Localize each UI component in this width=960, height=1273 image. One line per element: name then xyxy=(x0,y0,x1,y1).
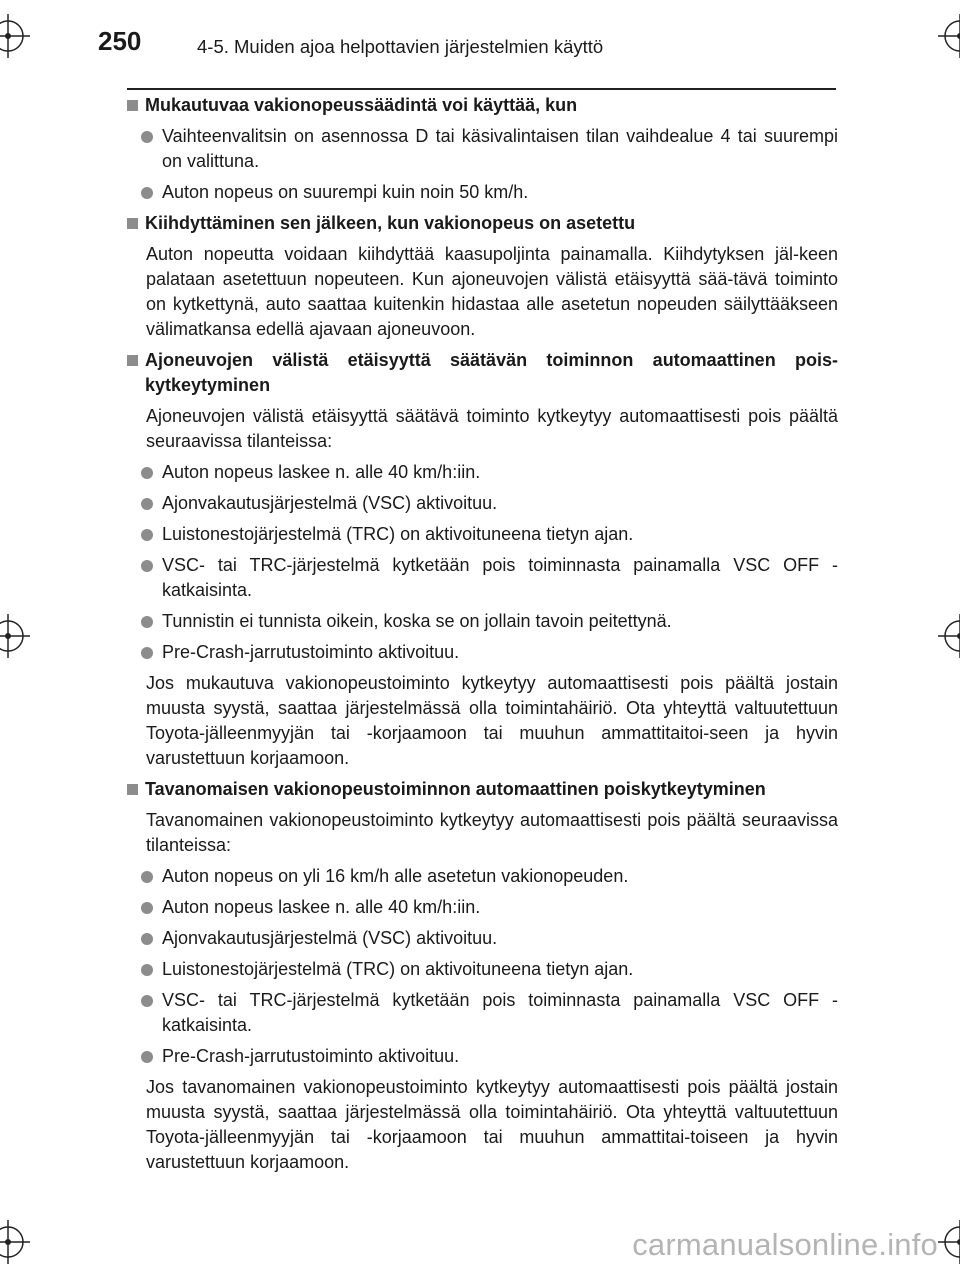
round-bullet-icon xyxy=(141,560,153,572)
paragraph: Jos tavanomainen vakionopeustoiminto kytkeytyy automaattisesti pois päältä jostain muusta syystä, saattaa järjestelmässä olla toimintahäiriö. Ota yhteyttä valtuutettuun Toyota-jälleenmyyjän tai -korjaamoon tai muuhun ammattitai-toiseen ja hyvin varustettuun korjaamoon. xyxy=(146,1077,838,1172)
registration-mark-top-left xyxy=(0,14,30,58)
list-item-text: Ajonvakautusjärjestelmä (VSC) aktivoituu. xyxy=(162,493,498,513)
square-bullet-icon xyxy=(127,355,138,366)
list-item xyxy=(126,957,838,982)
list-item-text: Auton nopeus on suurempi kuin noin 50 km/h. xyxy=(162,182,529,202)
list-item-text: Auton nopeus laskee n. alle 40 km/h:iin. xyxy=(162,897,481,917)
round-bullet-icon xyxy=(141,187,153,199)
round-bullet-icon xyxy=(141,964,153,976)
list-item-text: Luistonestojärjestelmä (TRC) on aktivoituneena tietyn ajan. xyxy=(162,524,634,544)
list-item-text: Auton nopeus on yli 16 km/h alle asetetun vakionopeuden. xyxy=(162,866,629,886)
list-item xyxy=(126,609,838,634)
section-heading xyxy=(126,348,838,398)
list-item xyxy=(126,460,838,485)
page-content xyxy=(126,93,838,1181)
list-item xyxy=(126,895,838,920)
list-item-text: VSC- tai TRC-järjestelmä kytketään pois toiminnasta painamalla VSC OFF -katkaisinta. xyxy=(162,990,838,1035)
round-bullet-icon xyxy=(141,498,153,510)
list-item xyxy=(126,640,838,665)
round-bullet-icon xyxy=(141,131,153,143)
list-item-text: Luistonestojärjestelmä (TRC) on aktivoituneena tietyn ajan. xyxy=(162,959,634,979)
round-bullet-icon xyxy=(141,1051,153,1063)
registration-mark-bottom-right xyxy=(938,1220,960,1264)
registration-mark-mid-left xyxy=(0,614,30,658)
paragraph: Auton nopeutta voidaan kiihdyttää kaasupoljinta painamalla. Kiihdytyksen jäl-keen palataan asetettuun nopeuteen. Kun ajoneuvojen välistä etäisyyttä sää-tävä toiminto on kytkettynä, auto saattaa kuitenkin hidastaa alle asetetun nopeuden säilyttääkseen välimatkansa edellä ajavaan ajoneuvoon. xyxy=(146,244,838,339)
section-heading-text: Mukautuvaa vakionopeussäädintä voi käyttää, kun xyxy=(145,95,578,115)
paragraph: Ajoneuvojen välistä etäisyyttä säätävä toiminto kytkeytyy automaattisesti pois päältä seuraavissa tilanteissa: xyxy=(146,406,838,451)
watermark: carmanualsonline.info xyxy=(632,1227,938,1262)
section-heading-text: Kiihdyttäminen sen jälkeen, kun vakionopeus on asetettu xyxy=(145,213,636,233)
registration-mark-bottom-left xyxy=(0,1220,30,1264)
list-item-text: Pre-Crash-jarrutustoiminto aktivoituu. xyxy=(162,1046,460,1066)
list-item xyxy=(126,1044,838,1069)
section-heading-text: Tavanomaisen vakionopeustoiminnon automaattinen poiskytkeytyminen xyxy=(145,779,766,799)
page-header xyxy=(98,28,838,68)
list-item-text: Auton nopeus laskee n. alle 40 km/h:iin. xyxy=(162,462,481,482)
list-item xyxy=(126,491,838,516)
list-item-text: Ajonvakautusjärjestelmä (VSC) aktivoituu. xyxy=(162,928,498,948)
round-bullet-icon xyxy=(141,647,153,659)
list-item-text: Tunnistin ei tunnista oikein, koska se on jollain tavoin peitettynä. xyxy=(162,611,672,631)
round-bullet-icon xyxy=(141,995,153,1007)
registration-mark-top-right xyxy=(938,14,960,58)
square-bullet-icon xyxy=(127,218,138,229)
round-bullet-icon xyxy=(141,616,153,628)
list-item-text: Vaihteenvalitsin on asennossa D tai käsivalintaisen tilan vaihdealue 4 tai suurempi on valittuna. xyxy=(162,126,838,171)
list-item xyxy=(126,553,838,603)
list-item-text: VSC- tai TRC-järjestelmä kytketään pois toiminnasta painamalla VSC OFF -katkaisinta. xyxy=(162,555,838,600)
round-bullet-icon xyxy=(141,871,153,883)
round-bullet-icon xyxy=(141,529,153,541)
section-heading-text: Ajoneuvojen välistä etäisyyttä säätävän toiminnon automaattinen pois-kytkeytyminen xyxy=(145,350,838,395)
section-heading xyxy=(126,211,838,236)
section-heading xyxy=(126,777,838,802)
list-item xyxy=(126,124,838,174)
registration-mark-mid-right xyxy=(938,614,960,658)
section-title: 4-5. Muiden ajoa helpottavien järjestelmien käyttö xyxy=(197,36,604,57)
list-item xyxy=(126,522,838,547)
list-item xyxy=(126,864,838,889)
list-item xyxy=(126,180,838,205)
list-item-text: Pre-Crash-jarrutustoiminto aktivoituu. xyxy=(162,642,460,662)
list-item xyxy=(126,988,838,1038)
square-bullet-icon xyxy=(127,100,138,111)
page-number: 250 xyxy=(98,26,142,56)
list-item xyxy=(126,926,838,951)
round-bullet-icon xyxy=(141,902,153,914)
paragraph: Tavanomainen vakionopeustoiminto kytkeytyy automaattisesti pois päältä seuraavissa tilanteissa: xyxy=(146,810,838,855)
square-bullet-icon xyxy=(127,784,138,795)
round-bullet-icon xyxy=(141,467,153,479)
section-heading xyxy=(126,93,838,118)
header-divider xyxy=(127,88,836,90)
round-bullet-icon xyxy=(141,933,153,945)
paragraph: Jos mukautuva vakionopeustoiminto kytkeytyy automaattisesti pois päältä jostain muusta syystä, saattaa järjestelmässä olla toimintahäiriö. Ota yhteyttä valtuutettuun Toyota-jälleenmyyjän tai -korjaamoon tai muuhun ammattitaitoi-seen ja hyvin varustettuun korjaamoon. xyxy=(146,673,838,768)
